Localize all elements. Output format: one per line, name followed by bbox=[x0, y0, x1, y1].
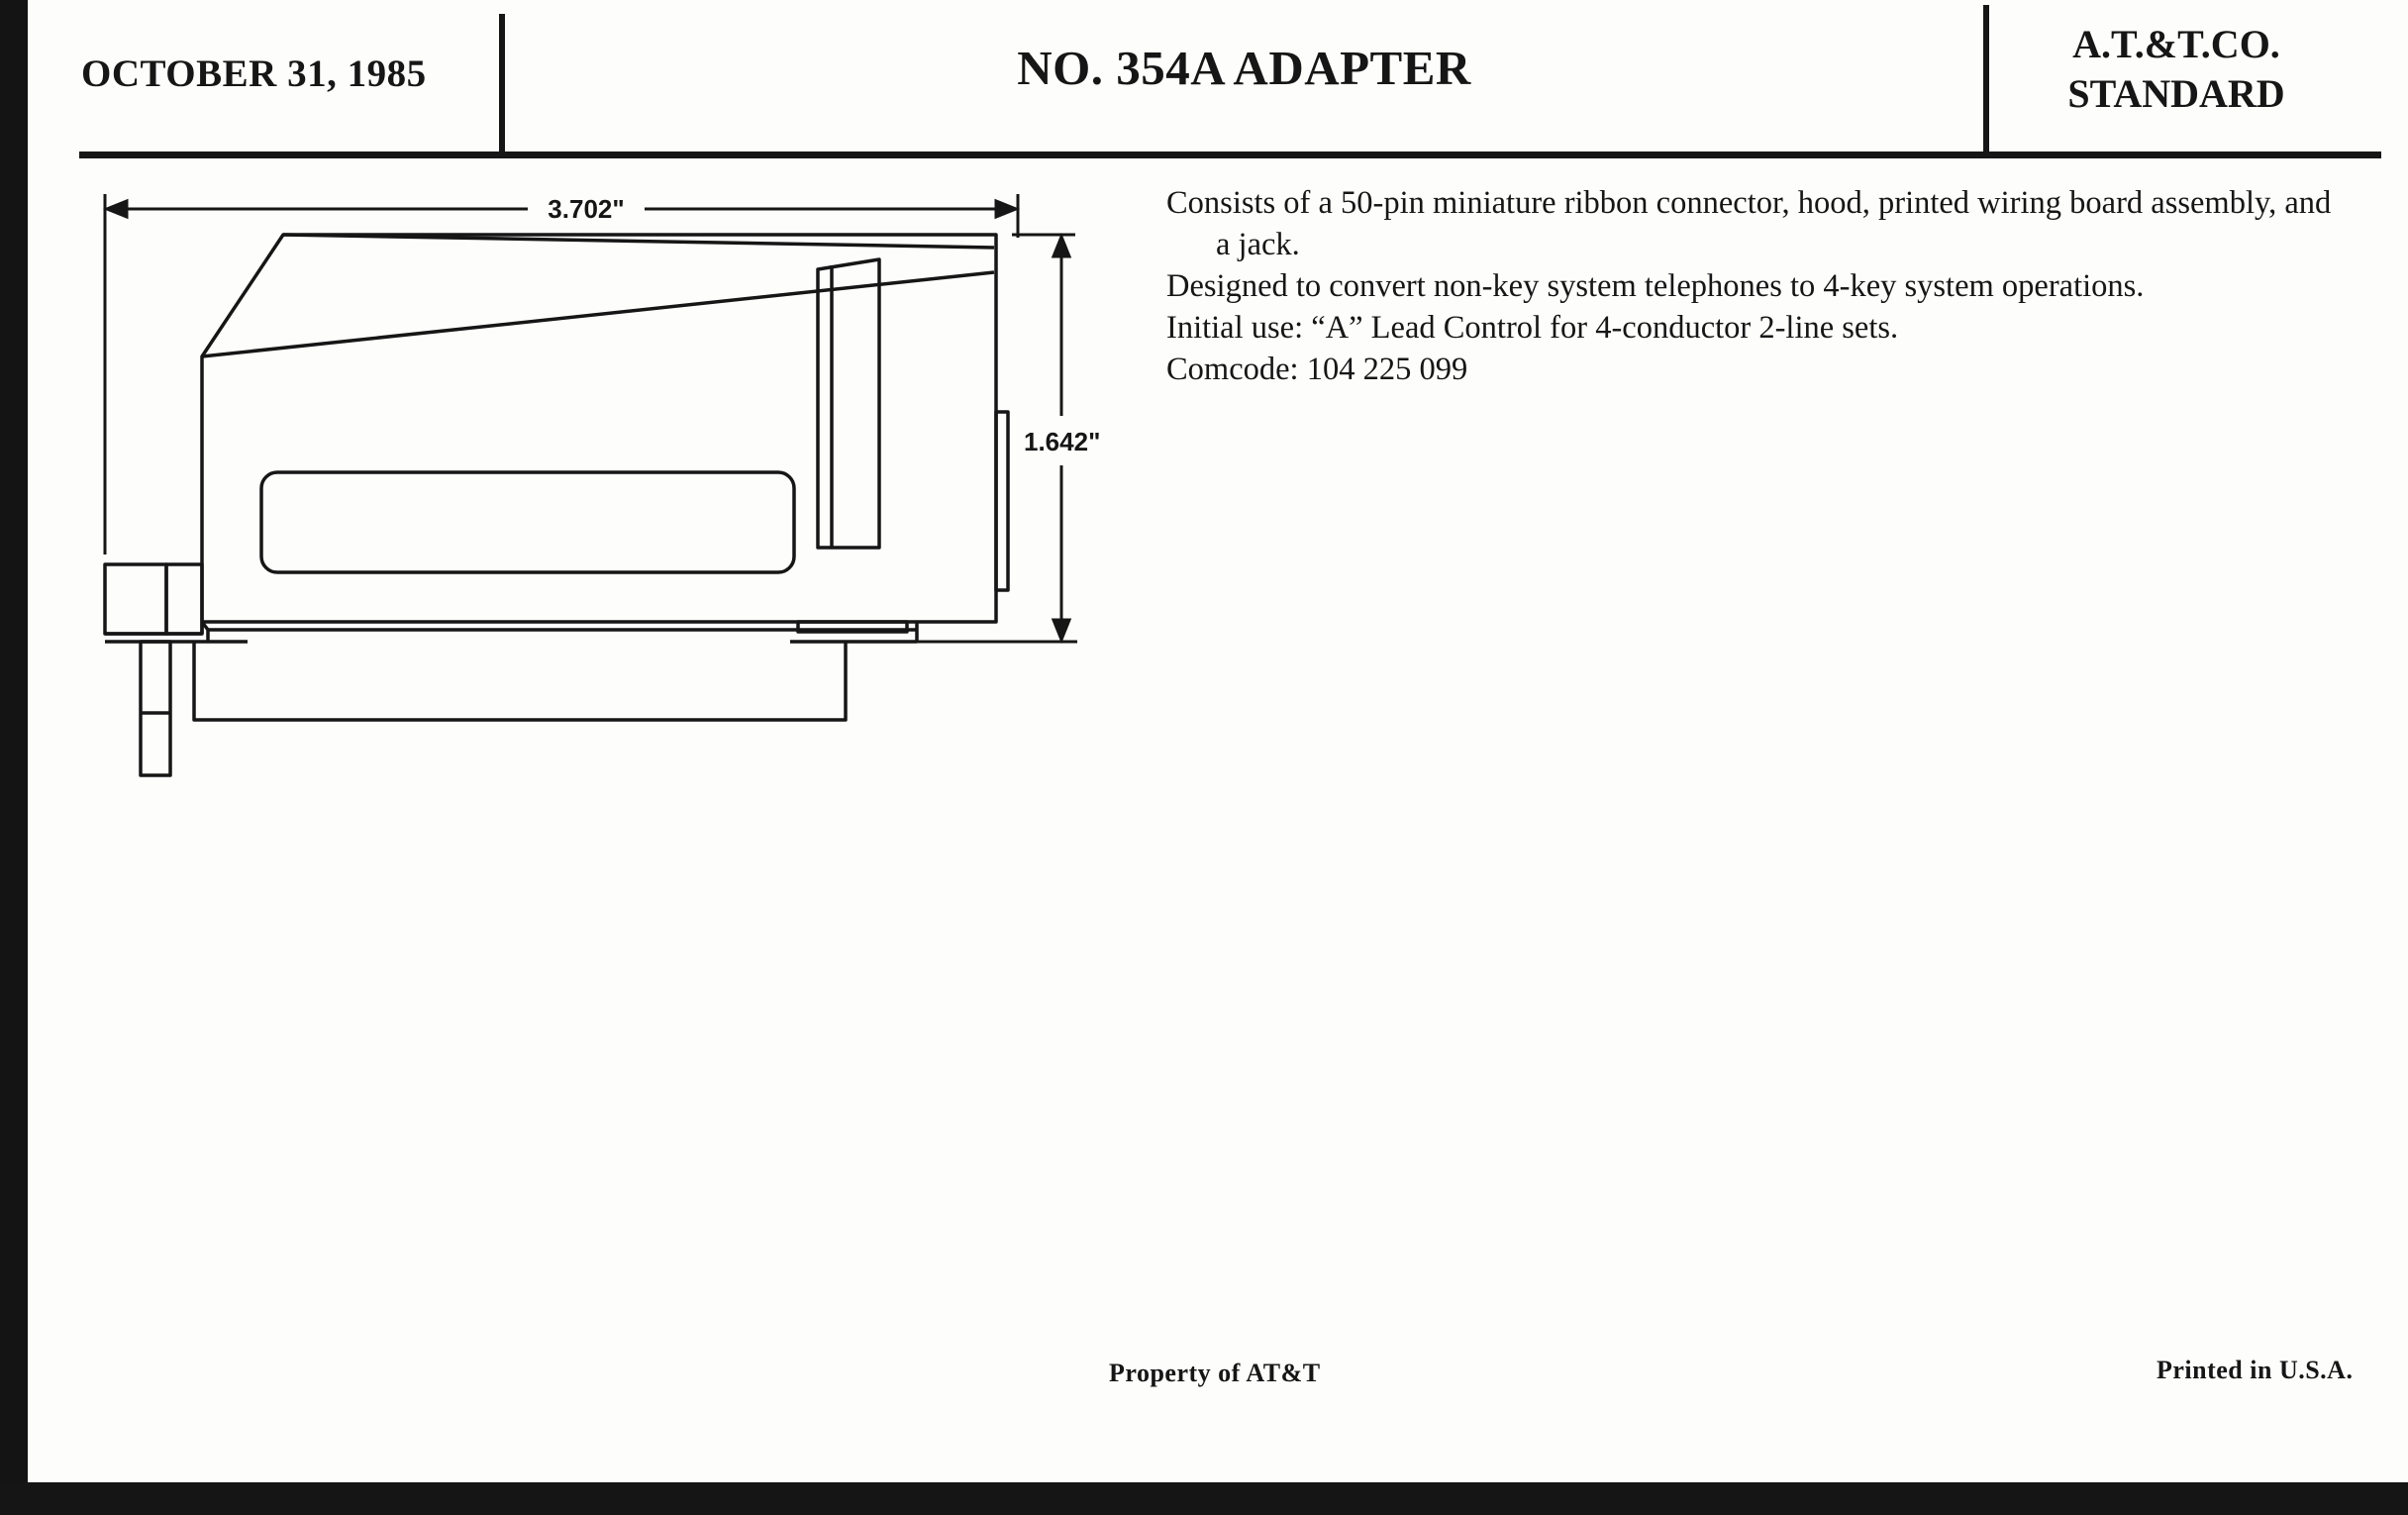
adapter-outline bbox=[105, 235, 1008, 775]
width-arrow-left bbox=[107, 201, 127, 217]
description-line-2: Designed to convert non-key system telephones to 4-key system operations. bbox=[1166, 268, 2145, 304]
standard-line-1: A.T.&T.CO. bbox=[2072, 22, 2280, 66]
jack-post bbox=[141, 642, 170, 775]
height-dimension-label: 1.642" bbox=[1024, 427, 1101, 456]
left-connector-cap bbox=[166, 564, 202, 634]
bottom-bracket bbox=[194, 642, 846, 720]
footer-printed: Printed in U.S.A. bbox=[2157, 1356, 2354, 1384]
right-foot bbox=[798, 622, 907, 632]
standard-label bbox=[1988, 20, 2364, 119]
standard-line-2: STANDARD bbox=[2067, 71, 2285, 116]
description-line-4: Comcode: 104 225 099 bbox=[1166, 352, 1468, 387]
description-line-3: Initial use: “A” Lead Control for 4-conductor 2-line sets. bbox=[1166, 310, 1899, 346]
height-arrow-top bbox=[1054, 237, 1069, 256]
adapter-drawing bbox=[28, 0, 1156, 812]
description-line-1: Consists of a 50-pin miniature ribbon connector, hood, printed wiring board assembly, and a jack. bbox=[1166, 185, 2332, 262]
description bbox=[1166, 182, 2345, 390]
hood-slant-edge bbox=[202, 272, 994, 356]
width-dimension-label: 3.702" bbox=[548, 194, 625, 224]
hood-top-line bbox=[283, 235, 994, 248]
right-flange bbox=[996, 412, 1008, 590]
footer-ownership: Property of AT&T bbox=[1109, 1359, 1321, 1387]
header-divider-right bbox=[1983, 5, 1989, 153]
scan-border-bottom bbox=[0, 1482, 2408, 1515]
height-arrow-bottom bbox=[1054, 620, 1069, 640]
front-band bbox=[818, 259, 879, 548]
page-title: NO. 354A ADAPTER bbox=[1017, 41, 1471, 95]
spec-card bbox=[28, 0, 2408, 1482]
width-arrow-right bbox=[996, 201, 1016, 217]
label-window bbox=[261, 472, 794, 572]
scan-border-left bbox=[0, 0, 28, 1515]
issue-date: OCTOBER 31, 1985 bbox=[81, 52, 427, 95]
left-connector-block bbox=[105, 564, 166, 634]
